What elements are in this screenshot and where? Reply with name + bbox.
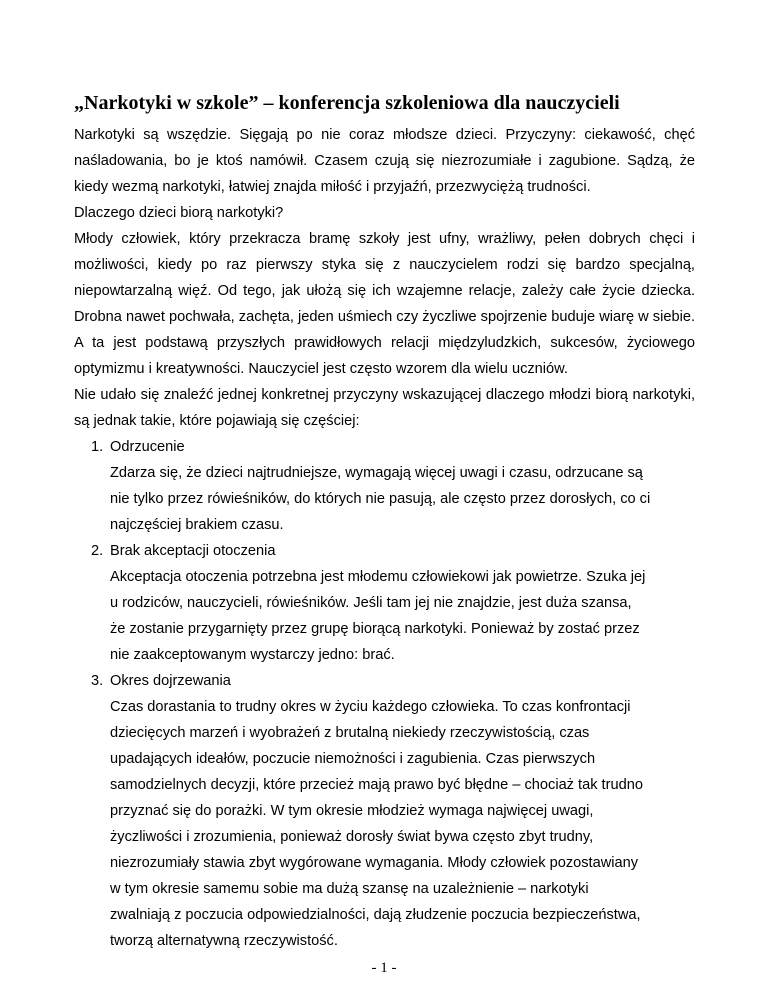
question-paragraph: Dlaczego dzieci biorą narkotyki? bbox=[74, 205, 284, 221]
reasons-paragraph: Nie udało się znaleźć jednej konkretnej przyczyny wskazującej dlaczego młodzi biorą narkotyki, są jednak takie, które pojawiają się częściej: bbox=[74, 387, 695, 429]
list-item-line: że zostanie przygarnięty przez grupę biorącą narkotyki. Ponieważ by zostać przez bbox=[110, 621, 640, 637]
list-item-line: najczęściej brakiem czasu. bbox=[110, 517, 284, 533]
list-item-line: upadających ideałów, poczucie niemożności i zagubienia. Czas pierwszych bbox=[110, 751, 596, 767]
list-item-number: 1. bbox=[91, 439, 104, 455]
list-item-line: przyznać się do porażki. W tym okresie młodzież wymaga najwięcej uwagi, bbox=[110, 803, 594, 819]
young-person-paragraph: Młody człowiek, który przekracza bramę szkoły jest ufny, wrażliwy, pełen dobrych chęci i możliwości, kiedy po raz pierwszy styka się z nauczycielem rodzi się bardzo specjalną, niepowtarzalną więź. Od tego, jak ułożą się ich wzajemne relacje, zależy całe życie dziecka. Drobna nawet pochwała, zachęta, jeden uśmiech czy życzliwe spojrzenie buduje wiarę w siebie. A ta jest podstawą przyszłych prawidłowych relacji międzyludzkich, sukcesów, życiowego optymizmu i kreatywności. Nauczyciel jest często wzorem dla wielu uczniów. bbox=[74, 231, 695, 377]
list-item-line: Akceptacja otoczenia potrzebna jest młodemu człowiekowi jak powietrze. Szuka jej bbox=[110, 569, 646, 585]
list-item-heading: Brak akceptacji otoczenia bbox=[110, 543, 276, 559]
list-item-line: życzliwości i zrozumienia, ponieważ dorosły świat bywa często zbyt trudny, bbox=[110, 829, 594, 845]
list-item-text bbox=[74, 460, 670, 538]
list-item-line: dziecięcych marzeń i wyobrażeń z brutalną niekiedy rzeczywistością, czas bbox=[110, 725, 590, 741]
list-item-line: u rodziców, nauczycieli, rówieśników. Jeśli tam jej nie znajdzie, jest duża szansa, bbox=[110, 595, 632, 611]
list-item-heading: Okres dojrzewania bbox=[110, 673, 231, 689]
list-item-text bbox=[74, 694, 670, 954]
page-number: - 1 - bbox=[371, 960, 397, 976]
list-item-number: 2. bbox=[91, 543, 104, 559]
list-item-line: nie zaakceptowanym wystarczy jedno: brać. bbox=[110, 647, 395, 663]
reasons-list bbox=[74, 434, 695, 954]
list-item-line: samodzielnych decyzji, które przecież mają prawo być błędne – chociaż tak trudno bbox=[110, 777, 643, 793]
list-item-line: nie tylko przez rówieśników, do których nie pasują, ale często przez dorosłych, co ci bbox=[110, 491, 651, 507]
list-item bbox=[74, 538, 695, 668]
list-item-text bbox=[74, 564, 670, 668]
list-item-line: zwalniają z poczucia odpowiedzialności, dają złudzenie poczucia bezpieczeństwa, bbox=[110, 907, 641, 923]
list-item bbox=[74, 434, 695, 538]
list-item-line: niezrozumiały stawia zbyt wygórowane wymagania. Młody człowiek pozostawiany bbox=[110, 855, 639, 871]
list-item-line: Czas dorastania to trudny okres w życiu każdego człowieka. To czas konfrontacji bbox=[110, 699, 631, 715]
list-item-line: tworzą alternatywną rzeczywistość. bbox=[110, 933, 338, 949]
list-item-number: 3. bbox=[91, 673, 104, 689]
list-item-heading: Odrzucenie bbox=[110, 439, 185, 455]
document-body bbox=[74, 122, 695, 954]
list-item bbox=[74, 668, 695, 954]
intro-paragraph: Narkotyki są wszędzie. Sięgają po nie coraz młodsze dzieci. Przyczyny: ciekawość, chęć naśladowania, bo je ktoś namówił. Czasem czują się niezrozumiałe i zagubione. Sądzą, że kiedy wezmą narkotyki, łatwiej znajda miłość i przyjaźń, przezwyciężą trudności. bbox=[74, 127, 695, 195]
document-title: „Narkotyki w szkole” – konferencja szkoleniowa dla nauczycieli bbox=[74, 92, 620, 114]
list-item-line: w tym okresie samemu sobie ma dużą szansę na uzależnienie – narkotyki bbox=[110, 881, 589, 897]
list-item-line: Zdarza się, że dzieci najtrudniejsze, wymagają więcej uwagi i czasu, odrzucane są bbox=[110, 465, 643, 481]
